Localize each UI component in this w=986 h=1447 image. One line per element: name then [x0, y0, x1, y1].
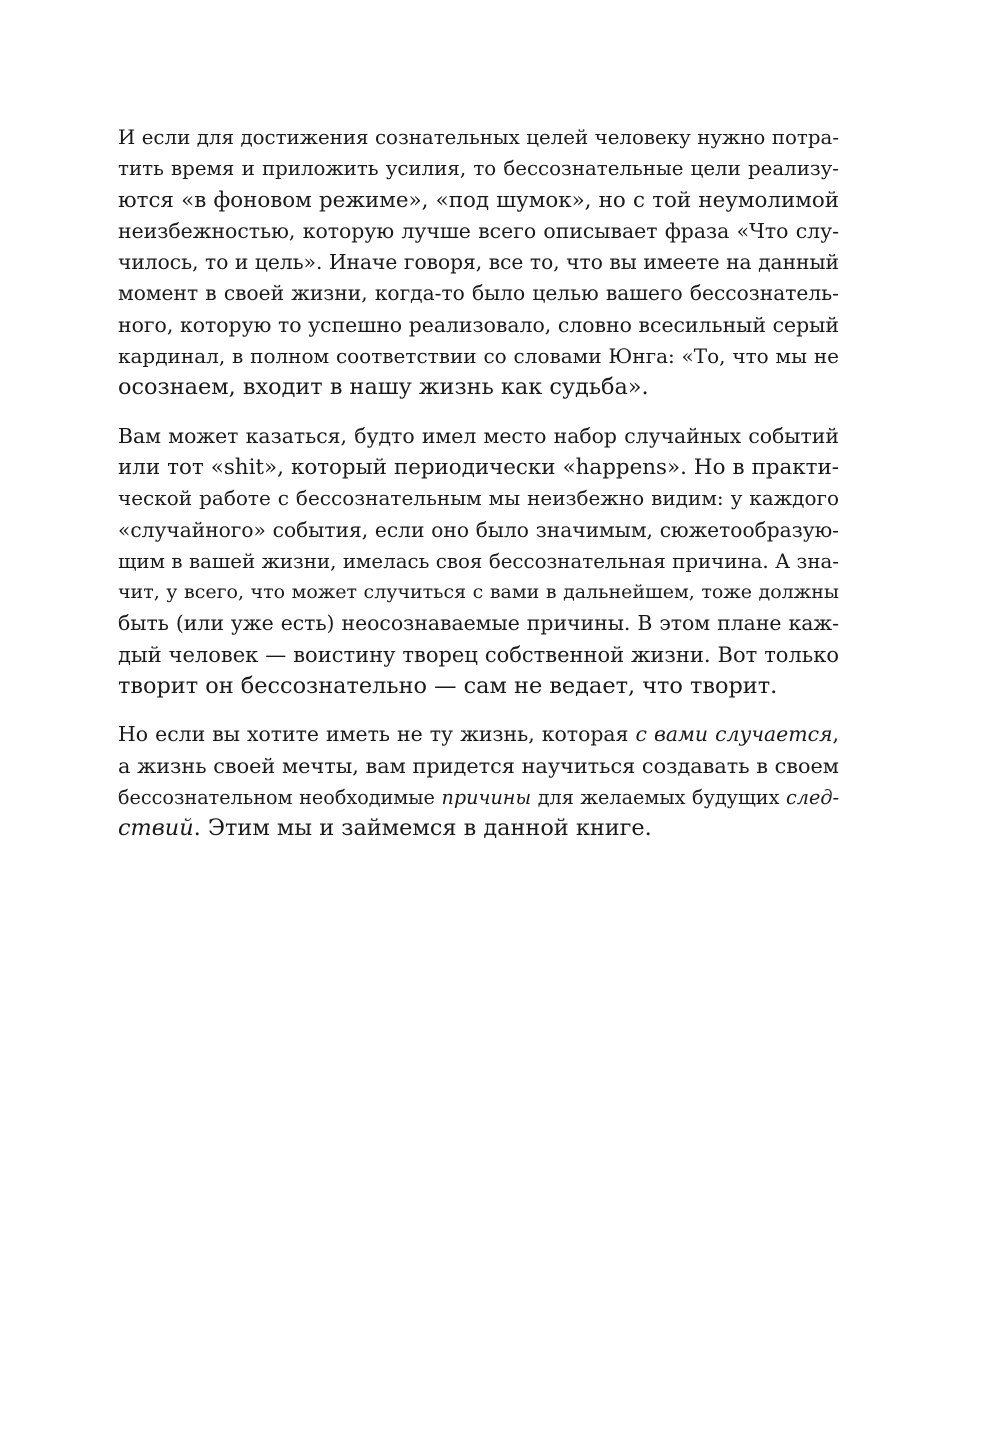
text-line: а жизнь своей мечты, вам придется научиться создавать в своем [118, 753, 839, 778]
text-line: «случайного» события, если оно было значимым, сюжетообразую- [118, 517, 839, 542]
text-line: ются «в фоновом режиме», «под шумок», но с той неумолимой [118, 187, 839, 213]
italic-text: ствий [118, 815, 194, 842]
text-line: щим в вашей жизни, имелась своя бессознательная причина. А зна- [118, 549, 839, 573]
italic-text: с вами случается [635, 722, 833, 747]
text-line: чит, у всего, что может случиться с вами в дальнейшем, тоже должны [118, 581, 839, 604]
text-line [118, 813, 839, 844]
italic-text: след- [786, 785, 839, 809]
paragraph-1 [118, 122, 839, 404]
paragraph-3 [118, 719, 839, 844]
text-line: И если для достижения сознательных целей человеку нужно потра- [118, 126, 839, 149]
text-line: чилось, то и цель». Иначе говоря, все то, что вы имеете на данный [118, 250, 839, 275]
text-line: тить время и приложить усилия, то бессознательные цели реализу- [118, 157, 839, 181]
text-line [118, 782, 839, 813]
text-line: момент в своей жизни, когда-то было целью вашего бессознатель- [118, 281, 839, 306]
text-line: неизбежностью, которую лучше всего описывает фраза «Что слу- [118, 218, 839, 243]
text-line: дый человек — воистину творец собственной жизни. Вот только [118, 642, 839, 667]
text-line: быть (или уже есть) неосознаваемые причины. В этом плане каж- [118, 611, 839, 636]
text-run: , [832, 722, 839, 747]
text-run: Но если вы хотите иметь не ту жизнь, которая [118, 722, 636, 747]
paragraph-gap [118, 404, 839, 421]
text-line: или тот «shit», который периодически «happens». Но в практи- [118, 454, 839, 480]
text-line [118, 719, 839, 750]
text-line: осознаем, входит в нашу жизнь как судьба». [118, 374, 649, 401]
text-line: кардинал, в полном соответствии со словами Юнга: «То, что мы не [118, 344, 839, 369]
text-line: ного, которую то успешно реализовало, словно всесильный серый [118, 312, 839, 337]
paragraph-2 [118, 421, 839, 703]
paragraph-gap [118, 702, 839, 719]
body-text [118, 122, 839, 845]
text-line: ческой работе с бессознательным мы неизбежно видим: у каждого [118, 486, 839, 511]
text-line: творит он бессознательно — сам не ведает, что творит. [118, 673, 778, 700]
italic-text: причины [441, 785, 532, 809]
text-run: . Этим мы и займемся в данной книге. [193, 815, 652, 842]
text-run: бессознательном необходимые [118, 785, 442, 809]
text-line: Вам может казаться, будто имел место набор случайных событий [118, 423, 839, 448]
text-run: для желаемых будущих [531, 785, 787, 809]
